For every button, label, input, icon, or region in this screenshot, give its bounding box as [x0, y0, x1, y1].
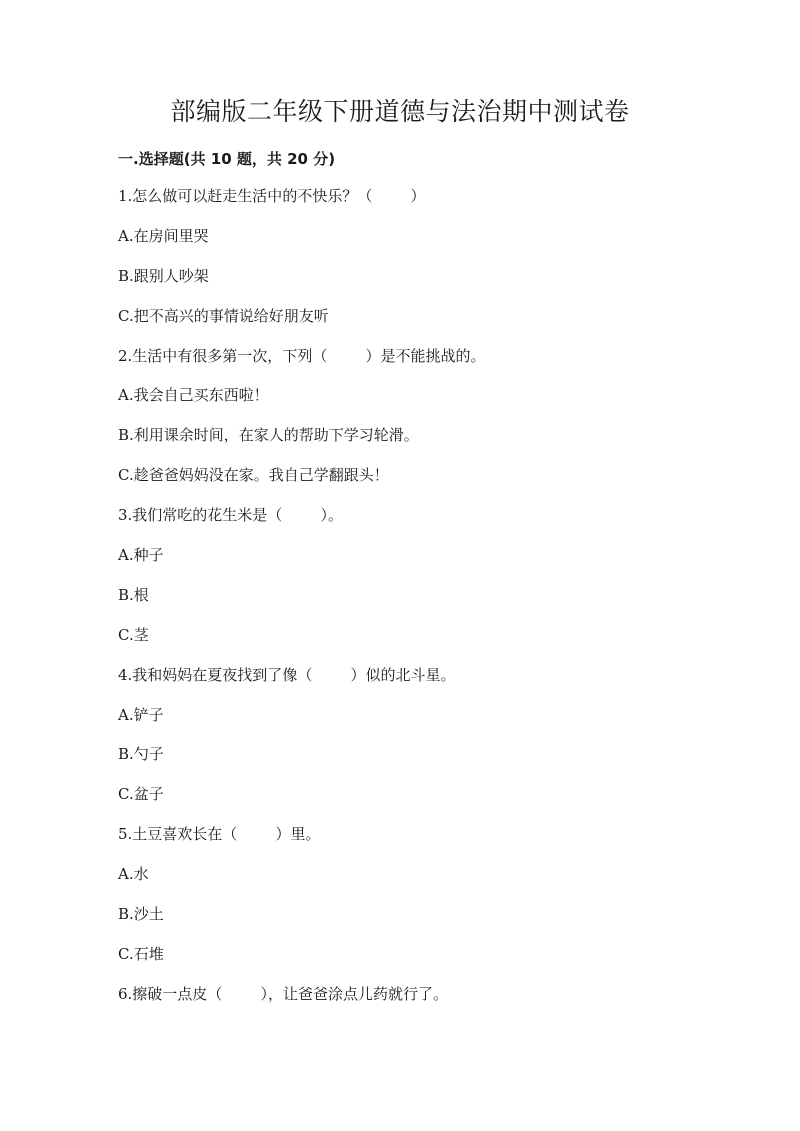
question-stem: 4.我和妈妈在夏夜找到了像（ ）似的北斗星。 — [118, 665, 456, 684]
answer-option: B.勺子 — [118, 745, 164, 764]
answer-option: C.茎 — [118, 625, 149, 644]
question-stem: 1.怎么做可以赶走生活中的不快乐？（ ） — [118, 187, 426, 205]
answer-option: C.石堆 — [118, 944, 164, 963]
answer-option: A.铲子 — [118, 705, 164, 724]
question-list — [118, 185, 718, 1023]
question-stem: 6.擦破一点皮（ ），让爸爸涂点儿药就行了。 — [118, 984, 448, 1003]
question-stem: 3.我们常吃的花生米是（ ）。 — [118, 506, 343, 525]
answer-option: B.根 — [118, 585, 149, 604]
answer-option: B.沙土 — [118, 905, 164, 924]
question-stem: 5.土豆喜欢长在（ ）里。 — [118, 825, 321, 844]
answer-option: A.种子 — [118, 546, 164, 565]
answer-option: B.利用课余时间，在家人的帮助下学习轮滑。 — [118, 426, 419, 445]
section-heading: 一.选择题(共 10 题，共 20 分) — [118, 150, 336, 168]
answer-option: A.在房间里哭 — [118, 226, 209, 245]
answer-option: C.盆子 — [118, 785, 164, 804]
question-stem: 2.生活中有很多第一次，下列（ ）是不能挑战的。 — [118, 346, 486, 365]
answer-option: C.把不高兴的事情说给好朋友听 — [118, 306, 329, 325]
page-title: 部编版二年级下册道德与法治期中测试卷 — [170, 97, 630, 126]
answer-option: B.跟别人吵架 — [118, 266, 209, 285]
answer-option: C.趁爸爸妈妈没在家。我自己学翻跟头！ — [118, 466, 389, 485]
answer-option: A.我会自己买东西啦！ — [118, 386, 269, 405]
answer-option: A.水 — [118, 865, 149, 884]
